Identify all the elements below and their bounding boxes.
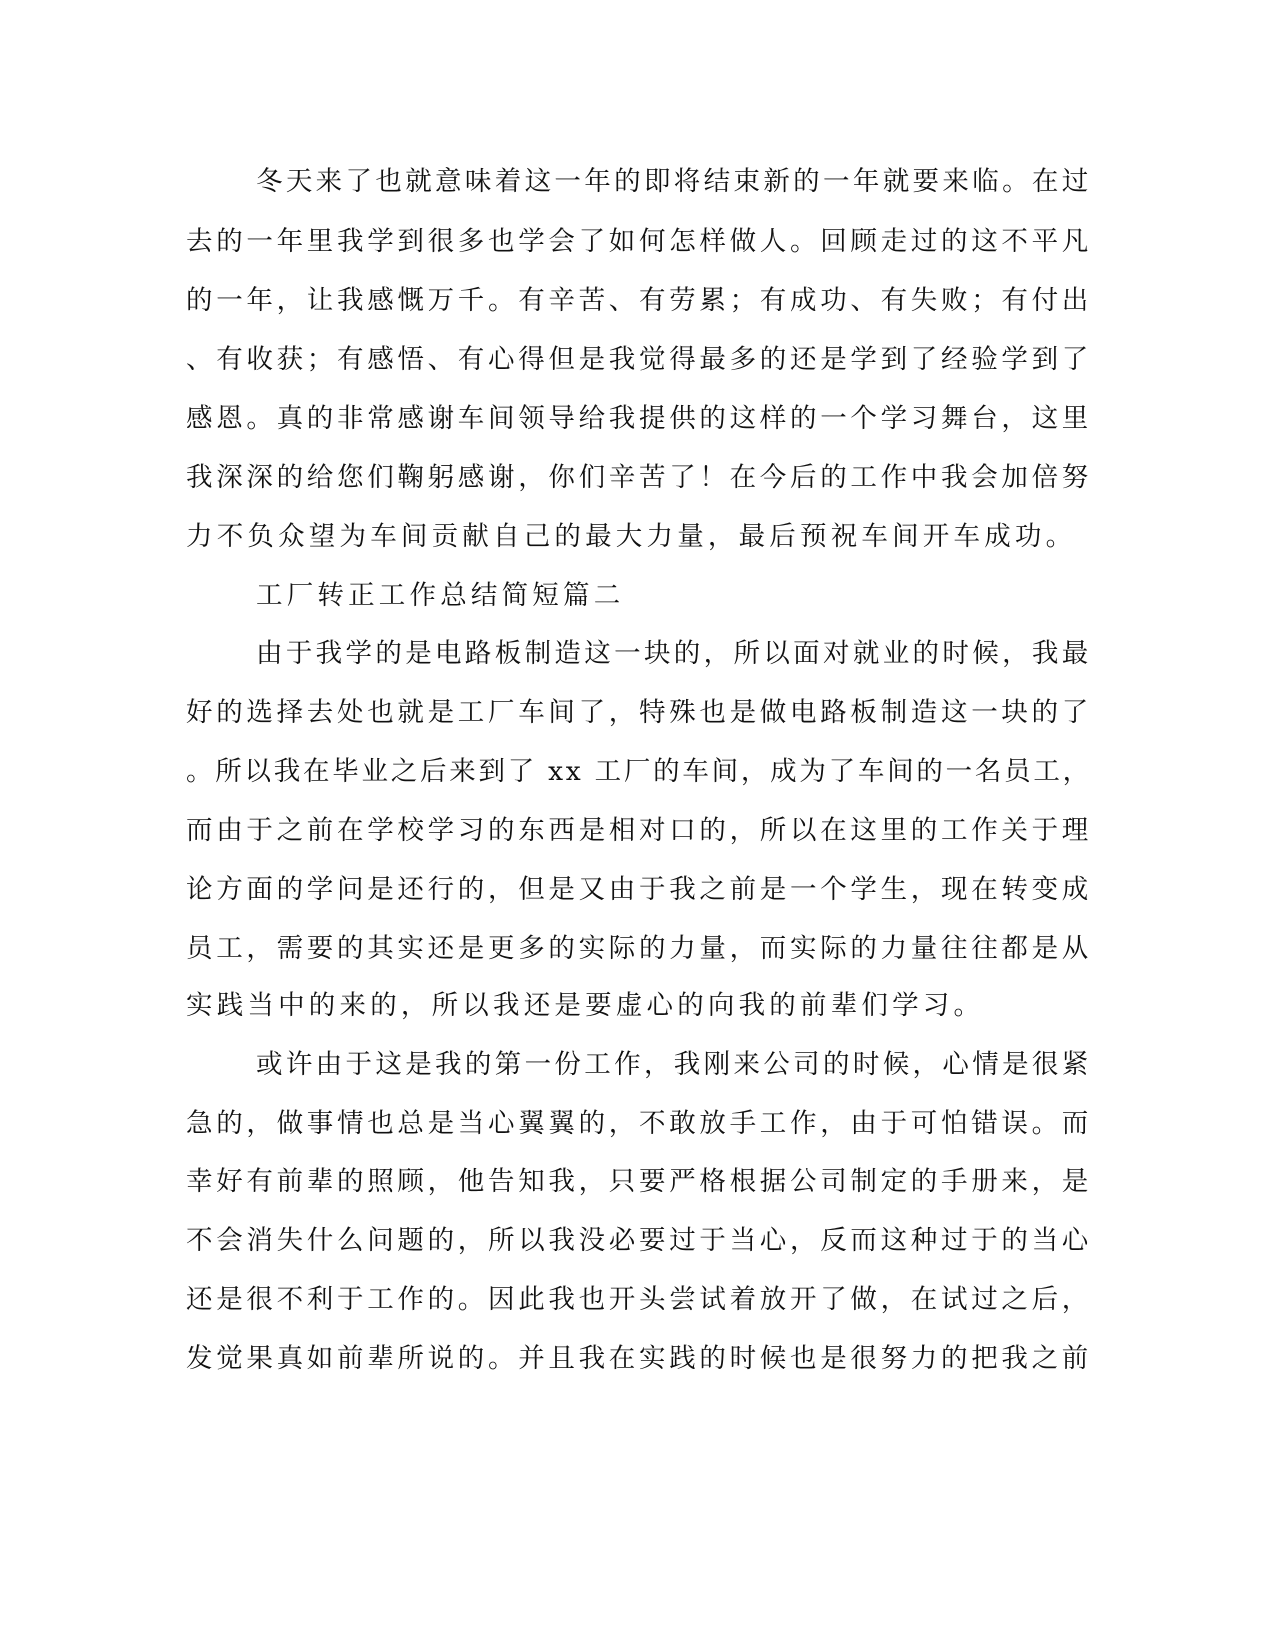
paragraph-2-line-4: 而由于之前在学校学习的东西是相对口的，所以在这里的工作关于理 <box>186 815 1092 846</box>
paragraph-1-line-6: 我深深的给您们鞠躬感谢，你们辛苦了！在今后的工作中我会加倍努 <box>186 462 1092 493</box>
paragraph-3-line-1: 或许由于这是我的第一份工作，我刚来公司的时候，心情是很紧 <box>256 1049 1092 1080</box>
paragraph-3-line-4: 不会消失什么问题的，所以我没必要过于当心，反而这种过于的当心 <box>186 1225 1092 1256</box>
paragraph-1-line-1: 冬天来了也就意味着这一年的即将结束新的一年就要来临。在过 <box>256 166 1092 197</box>
section-heading: 工厂转正工作总结简短篇二 <box>256 580 625 611</box>
paragraph-1-line-7: 力不负众望为车间贡献自己的最大力量，最后预祝车间开车成功。 <box>186 521 1077 552</box>
paragraph-1-line-2: 去的一年里我学到很多也学会了如何怎样做人。回顾走过的这不平凡 <box>186 226 1092 257</box>
paragraph-2-line-1: 由于我学的是电路板制造这一块的，所以面对就业的时候，我最 <box>256 638 1092 669</box>
paragraph-2-line-6: 员工，需要的其实还是更多的实际的力量，而实际的力量往往都是从 <box>186 933 1092 964</box>
paragraph-2-line-5: 论方面的学问是还行的，但是又由于我之前是一个学生，现在转变成 <box>186 874 1092 905</box>
paragraph-2-line-2: 好的选择去处也就是工厂车间了，特殊也是做电路板制造这一块的了 <box>186 697 1092 728</box>
paragraph-3-line-6: 发觉果真如前辈所说的。并且我在实践的时候也是很努力的把我之前 <box>186 1343 1092 1374</box>
paragraph-1-line-4: 、有收获；有感悟、有心得但是我觉得最多的还是学到了经验学到了 <box>186 344 1092 375</box>
paragraph-2-line-7: 实践当中的来的，所以我还是要虚心的向我的前辈们学习。 <box>186 990 985 1021</box>
paragraph-3-line-3: 幸好有前辈的照顾，他告知我，只要严格根据公司制定的手册来，是 <box>186 1166 1092 1197</box>
paragraph-1-line-5: 感恩。真的非常感谢车间领导给我提供的这样的一个学习舞台，这里 <box>186 403 1092 434</box>
paragraph-2-line-3: 。所以我在毕业之后来到了 xx 工厂的车间，成为了车间的一名员工， <box>186 756 1092 787</box>
paragraph-3-line-2: 急的，做事情也总是当心翼翼的，不敢放手工作，由于可怕错误。而 <box>186 1108 1092 1139</box>
paragraph-1-line-3: 的一年，让我感慨万千。有辛苦、有劳累；有成功、有失败；有付出 <box>186 285 1092 316</box>
paragraph-3-line-5: 还是很不利于工作的。因此我也开头尝试着放开了做，在试过之后， <box>186 1284 1092 1315</box>
